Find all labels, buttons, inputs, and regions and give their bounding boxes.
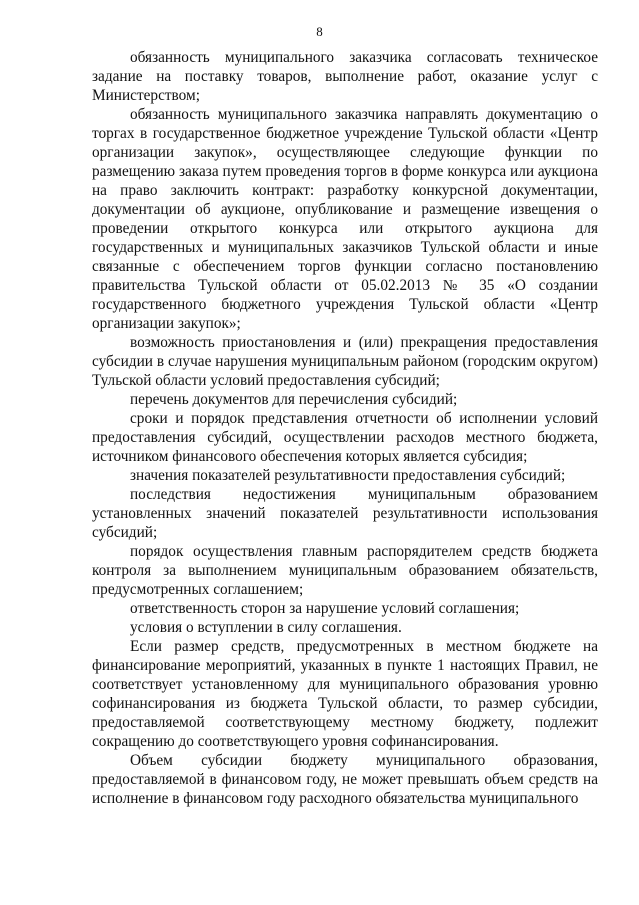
paragraph-subsidy-volume: Объем субсидии бюджету муниципального образования, предоставляемой в финансовом году, не может превышать объем средств на исполнение в финансовом году расходного обязательства муниципального xyxy=(92,752,598,807)
paragraph-non-achievement-consequences: последствия недостижения муниципальным образованием установленных значений показателей результативности использования субсидий; xyxy=(92,486,598,541)
paragraph-reporting-terms: сроки и порядок представления отчетности об исполнении условий предоставления субсидий, осуществлении расходов местного бюджета, источником финансового обеспечения которых является субсидия; xyxy=(92,410,598,465)
paragraph-parties-responsibility: ответственность сторон за нарушение условий соглашения; xyxy=(130,600,520,617)
document-body xyxy=(92,48,598,808)
paragraph-control-procedure: порядок осуществления главным распорядителем средств бюджета контроля за выполнением муниципальным образованием обязательств, предусмотренных соглашением; xyxy=(92,543,598,598)
paragraph-tender-documentation: обязанность муниципального заказчика направлять документацию о торгах в государственное бюджетное учреждение Тульской области «Центр организации закупок», осуществляющее следующие функции по размещению заказа путем проведения торгов в форме конкурса или аукциона на право заключить контракт: разработку конкурсной документации, документации об аукционе, опубликование и размещение извещения о проведении открытого конкурса или открытого аукциона для государственных и муниципальных заказчиков Тульской области и иные связанные с обеспечением торгов функции согласно постановлению правительства Тульской области от 05.02.2013 № 35 «О создании государственного бюджетного учреждения Тульской области «Центр организации закупок»; xyxy=(92,106,598,332)
paragraph-subsidy-suspension: возможность приостановления и (или) прекращения предоставления субсидии в случае нарушения муниципальным районом (городским округом) Тульской области условий предоставления субсидий; xyxy=(92,334,598,389)
paragraph-performance-indicators: значения показателей результативности предоставления субсидий; xyxy=(130,467,566,484)
paragraph-cofinancing-level: Если размер средств, предусмотренных в местном бюджете на финансирование мероприятий, указанных в пункте 1 настоящих Правил, не соответствует установленному для муниципального образования уровню софинансирования из бюджета Тульской области, то размер субсидии, предоставляемой соответствующему местному бюджету, подлежит сокращению до соответствующего уровня софинансирования. xyxy=(92,638,598,750)
page-number: 8 xyxy=(316,24,323,39)
paragraph-documents-list: перечень документов для перечисления субсидий; xyxy=(130,391,458,408)
paragraph-technical-assignment: обязанность муниципального заказчика согласовать техническое задание на поставку товаров, выполнение работ, оказание услуг с Министерством; xyxy=(92,49,598,104)
paragraph-entry-into-force: условия о вступлении в силу соглашения. xyxy=(130,619,402,636)
